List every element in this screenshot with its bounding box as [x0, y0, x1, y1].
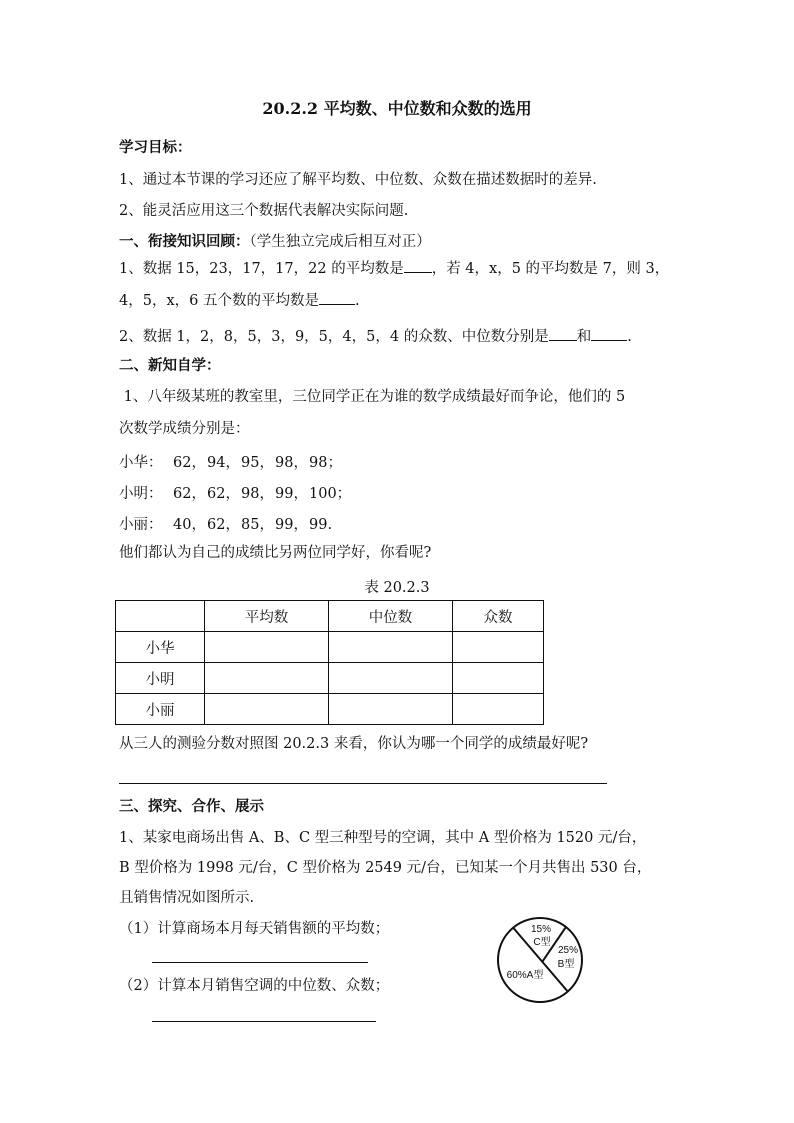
row-label: 小华 [116, 632, 205, 663]
score-value: 85， [241, 517, 274, 533]
answer-blank-1[interactable] [404, 258, 432, 273]
self-study-question: 他们都认为自己的成绩比另两位同学好，你看呢? [119, 545, 432, 561]
pie-slice-label: 15% [530, 924, 552, 935]
explore-q1: （1）计算商场本月每天销售额的平均数； [119, 921, 390, 937]
score-summary-table [115, 600, 544, 725]
review-q2-text-a: 2、数据 1，2，8，5，3，9，5，4，5，4 的众数、中位数分别是 [119, 329, 549, 345]
review-note: （学生独立完成后相互对正） [249, 234, 431, 250]
score-value: 100； [309, 486, 352, 502]
table-row [116, 694, 544, 725]
self-study-heading: 二、新知自学： [119, 357, 221, 374]
score-value: 98； [309, 455, 342, 471]
score-value: 62， [207, 517, 240, 533]
table-cell[interactable] [453, 632, 544, 663]
answer-line[interactable] [152, 1021, 376, 1022]
table-header-cell: 众数 [453, 601, 544, 632]
score-row-xiaoming [119, 482, 352, 503]
review-q2-line [119, 326, 632, 347]
table-header-cell [116, 601, 205, 632]
table-cell[interactable] [205, 694, 329, 725]
score-value: 62， [173, 455, 206, 471]
score-row-xiaohua [119, 451, 343, 472]
score-value: 95， [241, 455, 274, 471]
table-cell[interactable] [205, 663, 329, 694]
goal-item-2: 2、能灵活应用这三个数据代表解决实际问题. [119, 203, 409, 219]
score-value: 99， [275, 486, 308, 502]
sales-pie-chart [495, 915, 585, 1005]
table-header-cell: 中位数 [329, 601, 453, 632]
goal-item-1: 1、通过本节课的学习还应了解平均数、中位数、众数在描述数据时的差异. [119, 172, 597, 188]
review-q1-text-c: 4，5，x，6 五个数的平均数是 [119, 293, 319, 309]
explore-para-1: 1、某家电商场出售 A、B、C 型三种型号的空调，其中 A 型价格为 1520 元/台， [119, 830, 647, 846]
explore-para-3: 且销售情况如图所示. [119, 890, 255, 906]
score-row-xiaoli [119, 513, 343, 534]
explore-heading: 三、探究、合作、展示 [119, 798, 264, 815]
score-value: 98， [275, 455, 308, 471]
pie-slice-label: 60%A型 [506, 970, 544, 981]
review-heading: 一、衔接知识回顾： [119, 233, 250, 250]
table-caption: 表 20.2.3 [364, 580, 430, 596]
score-value: 40， [173, 517, 206, 533]
review-q2-and: 和 [576, 329, 592, 345]
review-q1-text-b: ，若 4，x，5 的平均数是 7，则 3， [431, 261, 670, 277]
table-header-row [116, 601, 544, 632]
pie-slice-label: C型 [533, 937, 551, 948]
score-value: 94， [207, 455, 240, 471]
score-value: 99， [275, 517, 308, 533]
row-label: 小丽 [116, 694, 205, 725]
review-q1-text-a: 1、数据 15，23，17，17，22 的平均数是 [119, 261, 404, 277]
table-row [116, 632, 544, 663]
table-cell[interactable] [329, 663, 453, 694]
review-q1-line2 [119, 290, 360, 311]
score-value: 99. [309, 517, 333, 533]
pie-slice-label: B型 [557, 959, 575, 970]
explore-q2: （2）计算本月销售空调的中位数、众数； [119, 978, 390, 994]
table-cell[interactable] [453, 694, 544, 725]
self-study-intro-1: 1、八年级某班的教室里，三位同学正在为谁的数学成绩最好而争论，他们的 5 [119, 389, 626, 405]
row-label: 小明 [116, 663, 205, 694]
answer-blank-3[interactable] [549, 326, 577, 341]
pie-slice-label: 25% [557, 945, 579, 956]
score-value: 62， [173, 486, 206, 502]
score-value: 98， [241, 486, 274, 502]
review-q1-line1 [119, 258, 669, 279]
student-name: 小明： [119, 486, 163, 502]
answer-blank-2[interactable] [319, 290, 355, 305]
answer-line[interactable] [119, 783, 607, 784]
goals-heading: 学习目标： [119, 139, 192, 156]
table-row [116, 663, 544, 694]
table-cell[interactable] [205, 632, 329, 663]
table-header-cell: 平均数 [205, 601, 329, 632]
answer-line[interactable] [152, 962, 368, 963]
student-name: 小华： [119, 455, 163, 471]
review-q2-end: . [627, 329, 632, 345]
explore-para-2: B 型价格为 1998 元/台，C 型价格为 2549 元/台，已知某一个月共售出 530 台， [119, 860, 652, 876]
review-heading-line [119, 232, 431, 252]
review-q1-end: . [354, 293, 360, 309]
after-table-question: 从三人的测验分数对照图 20.2.3 来看，你认为哪一个同学的成绩最好呢? [119, 736, 589, 752]
score-value: 62， [207, 486, 240, 502]
self-study-intro-2: 次数学成绩分别是： [119, 421, 250, 437]
answer-blank-4[interactable] [591, 326, 627, 341]
table-cell[interactable] [329, 694, 453, 725]
table-cell[interactable] [453, 663, 544, 694]
table-cell[interactable] [329, 632, 453, 663]
page-title: 20.2.2 平均数、中位数和众数的选用 [262, 99, 532, 118]
student-name: 小丽： [119, 517, 163, 533]
